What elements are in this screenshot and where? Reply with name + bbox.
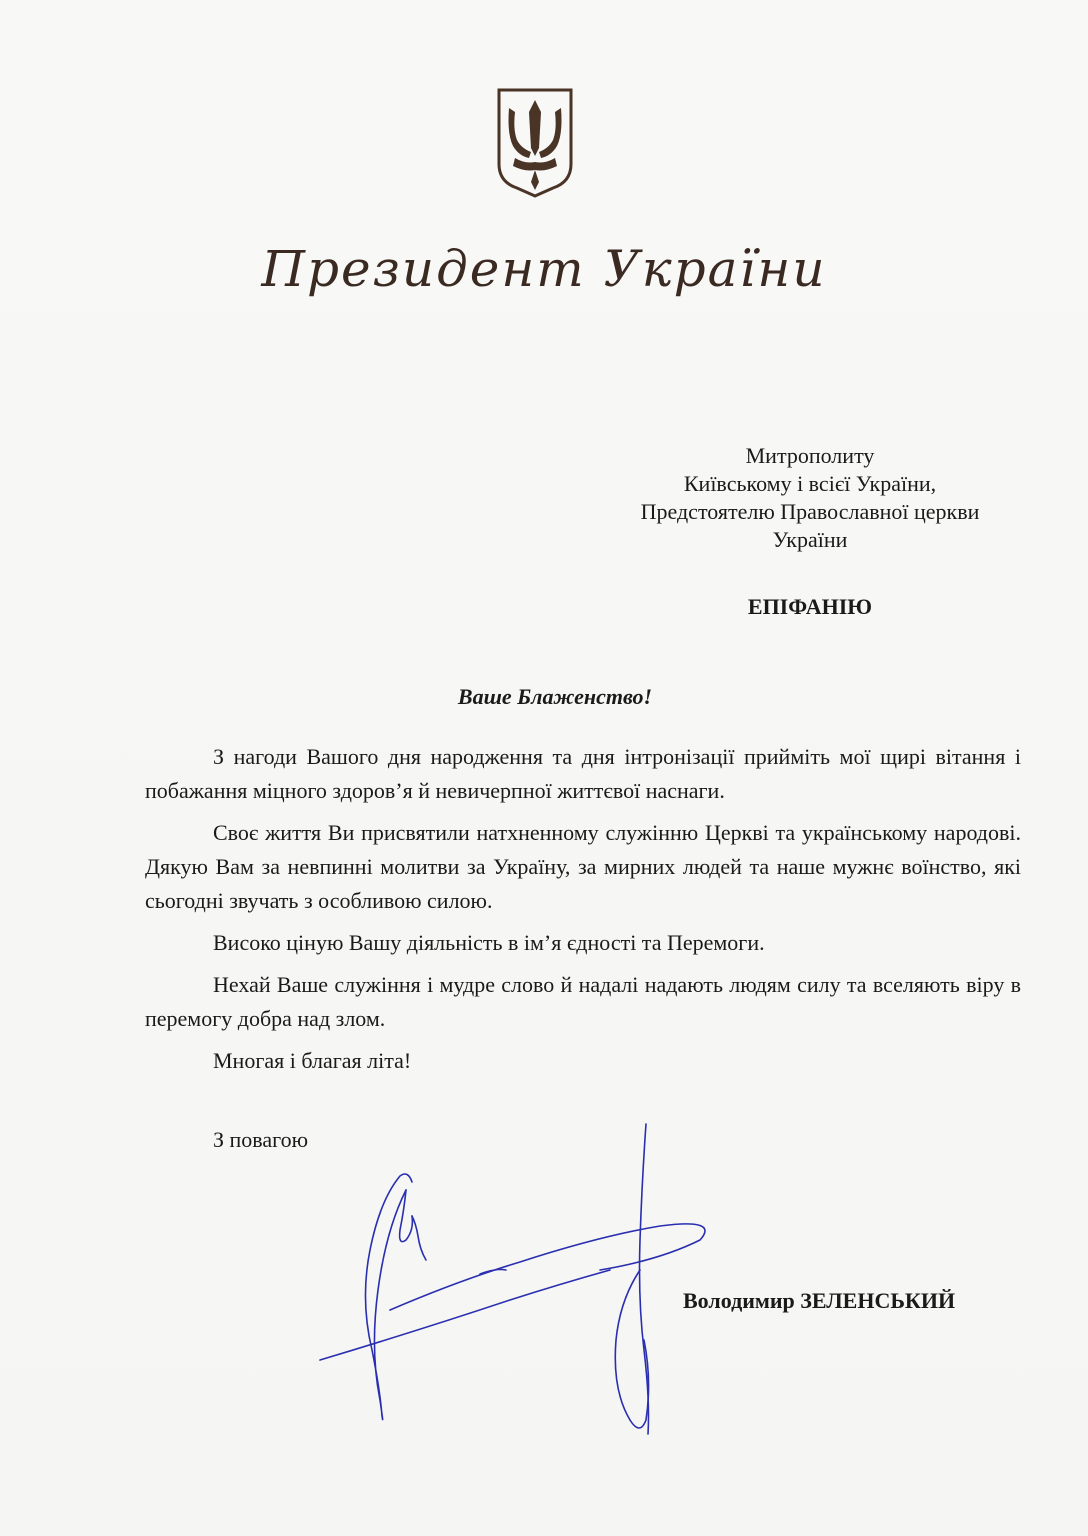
addressee-line: Предстоятелю Православної церкви (640, 499, 980, 524)
addressee-block (560, 442, 1060, 554)
trident-emblem-icon (495, 86, 575, 198)
closing-phrase: З повагою (213, 1127, 309, 1152)
recipient-name: ЕПІФАНІЮ (747, 594, 873, 619)
body-paragraph: Многая і благая літа! (213, 1048, 412, 1073)
salutation: Ваше Блаженство! (457, 684, 653, 709)
body-paragraph: З нагоди Вашого дня народження та дня інтронізації прийміть мої щирі вітання і побажання міцного здоров’я й невичерпної життєвої наснаги. (145, 744, 1021, 803)
body-paragraph: Нехай Ваше служіння і мудре слово й надалі надають людям силу та вселяють віру в перемогу добра над злом. (145, 972, 1021, 1031)
handwritten-signature (300, 1100, 740, 1460)
addressee-line: України (772, 527, 848, 552)
addressee-line: Митрополиту (745, 443, 875, 468)
signer-name: Володимир ЗЕЛЕНСЬКИЙ (683, 1288, 956, 1313)
addressee-line: Київському і всієї України, (683, 471, 937, 496)
letter-body (145, 740, 1021, 1086)
body-paragraph: Високо ціную Вашу діяльність в ім’я єдності та Перемоги. (213, 930, 765, 955)
letterhead-title: Президент України (261, 240, 827, 298)
body-paragraph: Своє життя Ви присвятили натхненному служінню Церкві та українському народові. Дякую Вам за невпинні молитви за Україну, за мирних людей та наше мужнє воїнство, які сьогодні звучать з особливою силою. (145, 820, 1021, 913)
